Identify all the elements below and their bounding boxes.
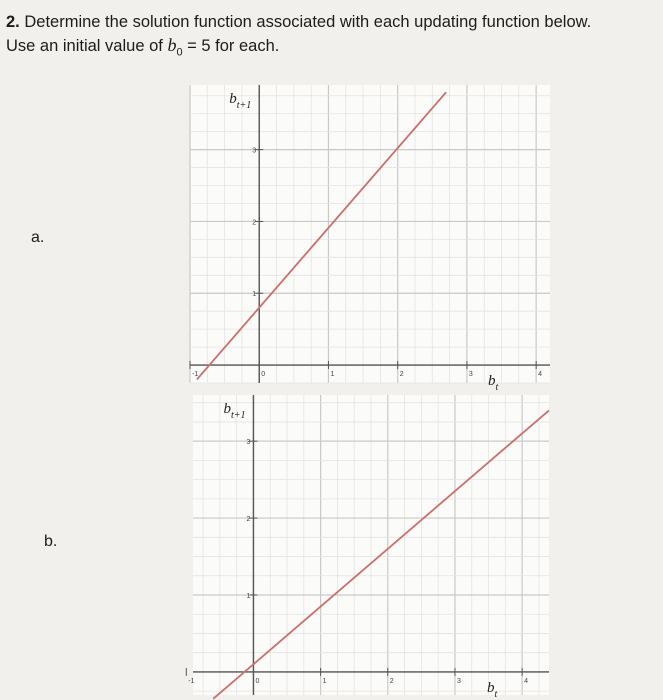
- x-tick-label: 1: [322, 677, 327, 685]
- question-text: [6, 11, 656, 64]
- initial-value-var: b: [167, 35, 177, 55]
- x-axis-label: $b_t$: [488, 373, 499, 394]
- question-number: 2.: [6, 13, 20, 31]
- initial-value-sub: 0: [176, 46, 183, 59]
- x-tick-label: 0: [261, 371, 266, 379]
- chart-b: [188, 395, 549, 700]
- y-axis-label: $b_{t+1}$: [223, 401, 246, 421]
- question-line2-suffix: = 5 for each.: [187, 37, 280, 55]
- y-tick-label: 2: [246, 516, 251, 524]
- chart-a-svg: [190, 85, 550, 394]
- grid: [190, 85, 550, 383]
- question-line2-prefix: Use an initial value of: [6, 37, 163, 55]
- y-axis-label: $b_{t+1}$: [229, 91, 252, 111]
- x-tick-label: 3: [468, 371, 473, 379]
- y-tick-label: 3: [252, 147, 257, 155]
- x-tick-label: 1: [330, 371, 335, 379]
- series-line: [213, 410, 549, 698]
- question-line1: Determine the solution function associated with each updating function below.: [24, 13, 592, 31]
- x-tick-label: -1: [192, 371, 199, 379]
- y-tick-label: 1: [252, 291, 257, 299]
- x-tick-label: -1: [188, 677, 195, 685]
- y-tick-label: 1: [246, 593, 251, 600]
- x-tick-label: 2: [399, 371, 404, 379]
- x-tick-label: 2: [389, 677, 394, 685]
- y-tick-label: 2: [252, 219, 257, 227]
- part-a-label: a.: [31, 229, 45, 246]
- part-b-label: b.: [44, 533, 58, 550]
- x-tick-label: 3: [456, 677, 461, 685]
- series-line: [197, 92, 446, 379]
- x-tick-label: 4: [538, 371, 543, 379]
- chart-a: [190, 85, 550, 394]
- x-tick-label: 4: [524, 677, 529, 685]
- chart-b-svg: [188, 395, 549, 700]
- x-tick-label: 0: [255, 677, 260, 685]
- y-tick-label: 3: [246, 439, 251, 447]
- x-axis-label: $b_t$: [487, 679, 498, 700]
